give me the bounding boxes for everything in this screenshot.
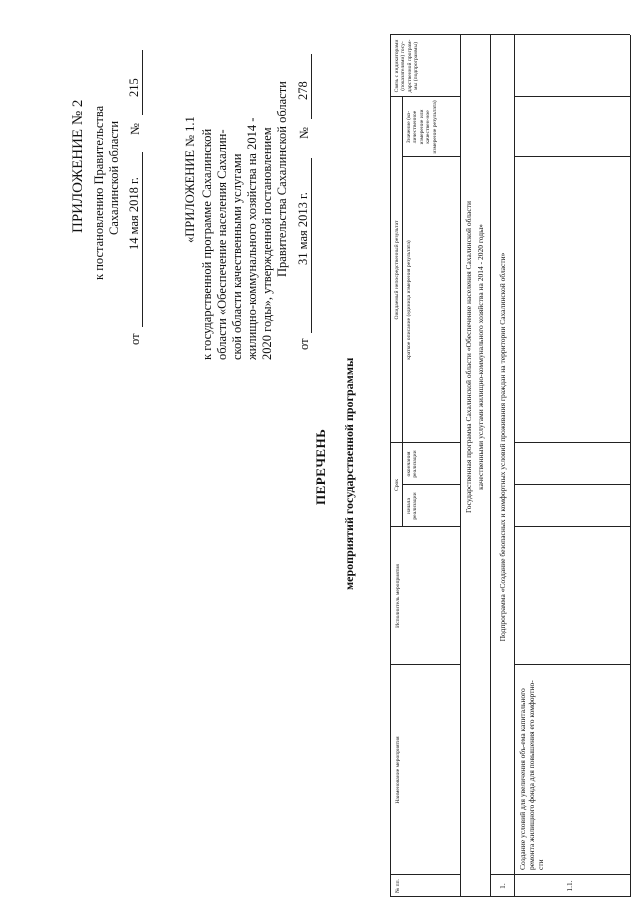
row11-text: Создание условий для увеличения объ-ема капитального ремонта жилищного фонда для повышения его комфортно-сти: [518, 680, 545, 870]
header-executor: Исполнитель мероприятия: [395, 564, 401, 628]
document-title: ПЕРЕЧЕНЬ: [313, 428, 328, 505]
program-row-line1: Государственная программа Сахалинской области «Обеспечение населения Сахалинской области: [464, 201, 473, 513]
appendix-number-label: №: [128, 123, 142, 135]
measures-table: [390, 35, 630, 897]
appendix11-date: 31 мая 2013 г.: [296, 192, 310, 265]
header-result: Ожидаемый непосредственный результат: [394, 220, 400, 320]
appendix11-line-3: жилищно-коммунального хозяйства на 2014 -: [245, 117, 259, 360]
appendix-from-label: от: [128, 333, 142, 345]
header-name: Наименование мероприятия: [395, 736, 401, 804]
number-underline: [142, 50, 143, 115]
number11-underline: [311, 54, 312, 119]
header-term: Срок: [394, 478, 400, 492]
appendix11-line-4: 2020 годы», утвержденной постановлением: [260, 127, 274, 360]
appendix11-from-label: от: [297, 338, 311, 350]
appendix11-title: «ПРИЛОЖЕНИЕ № 1.1: [183, 116, 197, 243]
row11-num: 1.1.: [565, 880, 574, 892]
header-result-desc: краткое описание (единица измерения результата): [406, 240, 412, 360]
appendix-date: 14 мая 2018 г.: [127, 177, 141, 250]
appendix-number: 215: [127, 78, 141, 97]
appendix11-line-1: области «Обеспечение населения Сахалин-: [215, 129, 229, 360]
appendix11-number: 278: [296, 81, 310, 100]
date11-underline: [311, 158, 312, 333]
document-subtitle: мероприятий государственной программы: [342, 357, 356, 590]
appendix11-line-2: ской области качественными услугами: [230, 153, 244, 360]
appendix11-number-label: №: [297, 127, 311, 139]
header-term-end: окончания реализации: [406, 450, 419, 478]
appendix11-line-5: Правительства Сахалинской области: [275, 81, 289, 277]
row1-text: Подпрограмма «Создание безопасных и комфортных условий проживания граждан на территории Сахалинской области»: [498, 252, 507, 642]
header-link: Связь с индикаторами (показателями) госу-дарственной програм-мы (подпрограммы): [394, 39, 420, 93]
program-row-line2: качественными услугами жилищно-коммунального хозяйства на 2014 - 2020 годы»: [476, 224, 485, 490]
header-term-start: начала реализации: [406, 492, 419, 520]
appendix-title: ПРИЛОЖЕНИЕ № 2: [70, 99, 86, 233]
appendix-line2: Сахалинской области: [107, 120, 121, 235]
appendix11-line-0: к государственной программе Сахалинской: [200, 128, 214, 360]
header-num: № пп.: [395, 878, 401, 894]
header-result-value: Значение (ко-личественное измерение или качествен-ное измерение результата): [406, 100, 438, 154]
appendix-line1: к постановлению Правительства: [92, 105, 106, 280]
date-underline: [142, 152, 143, 327]
row1-num: 1.: [498, 883, 507, 889]
